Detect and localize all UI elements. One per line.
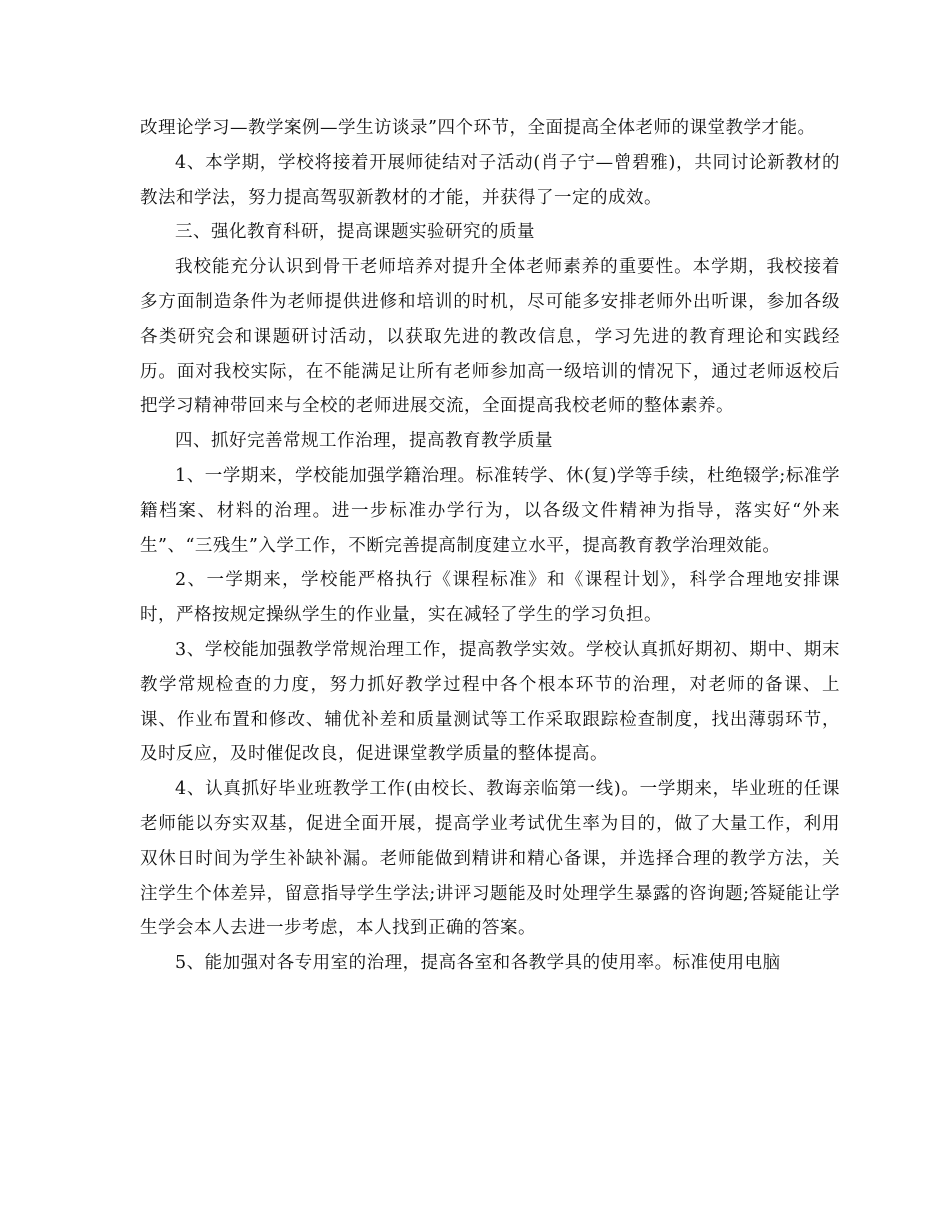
paragraph: 3、学校能加强教学常规治理工作，提高教学实效。学校认真抓好期初、期中、期末教学常规检查的力度，努力抓好教学过程中各个根本环节的治理，对老师的备课、上课、作业布置和修改、辅优补差和质量测试等工作采取跟踪检查制度，找出薄弱环节，及时反应，及时催促改良，促进课堂教学质量的整体提高。 — [140, 639, 840, 765]
document-body — [140, 111, 840, 981]
paragraph: 5、能加强对各专用室的治理，提高各室和各教学具的使用率。标准使用电脑 — [175, 953, 781, 974]
paragraph: 我校能充分认识到骨干老师培养对提升全体老师素养的重要性。本学期，我校接着多方面制造条件为老师提供进修和培训的时机，尽可能多安排老师外出听课，参加各级各类研究会和课题研讨活动，以获取先进的教改信息，学习先进的教育理论和实践经历。面对我校实际，在不能满足让所有老师参加高一级培训的情况下，通过老师返校后把学习精神带回来与全校的老师进展交流，全面提高我校老师的整体素养。 — [140, 257, 840, 417]
paragraph: 改理论学习—教学案例—学生访谈录”四个环节，全面提高全体老师的课堂教学才能。 — [140, 118, 816, 138]
paragraph: 4、认真抓好毕业班教学工作(由校长、教诲亲临第一线)。一学期来，毕业班的任课老师能以夯实双基，促进全面开展，提高学业考试优生率为目的，做了大量工作，利用双休日时间为学生补缺补漏。老师能做到精讲和精心备课，并选择合理的教学方法，关注学生个体差异，留意指导学生学法;讲评习题能及时处理学生暴露的咨询题;答疑能让学生学会本人去进一步考虑，本人找到正确的答案。 — [140, 779, 840, 939]
section-heading: 三、强化教育科研，提高课题实验研究的质量 — [175, 222, 535, 243]
paragraph: 1、一学期来，学校能加强学籍治理。标准转学、休(复)学等手续，杜绝辍学;标准学籍档案、材料的治理。进一步标准办学行为，以各级文件精神为指导，落实好“外来生”、“三残生”入学工作，不断完善提高制度建立水平，提高教育教学治理效能。 — [140, 465, 840, 556]
section-heading: 四、抓好完善常规工作治理，提高教育教学质量 — [175, 431, 553, 452]
paragraph: 2、一学期来，学校能严格执行《课程标准》和《课程计划》，科学合理地安排课时，严格按规定操纵学生的作业量，实在减轻了学生的学习负担。 — [140, 570, 840, 626]
paragraph: 4、本学期，学校将接着开展师徒结对子活动(肖子宁—曾碧雅)，共同讨论新教材的教法和学法，努力提高驾驭新教材的才能，并获得了一定的成效。 — [140, 152, 840, 208]
